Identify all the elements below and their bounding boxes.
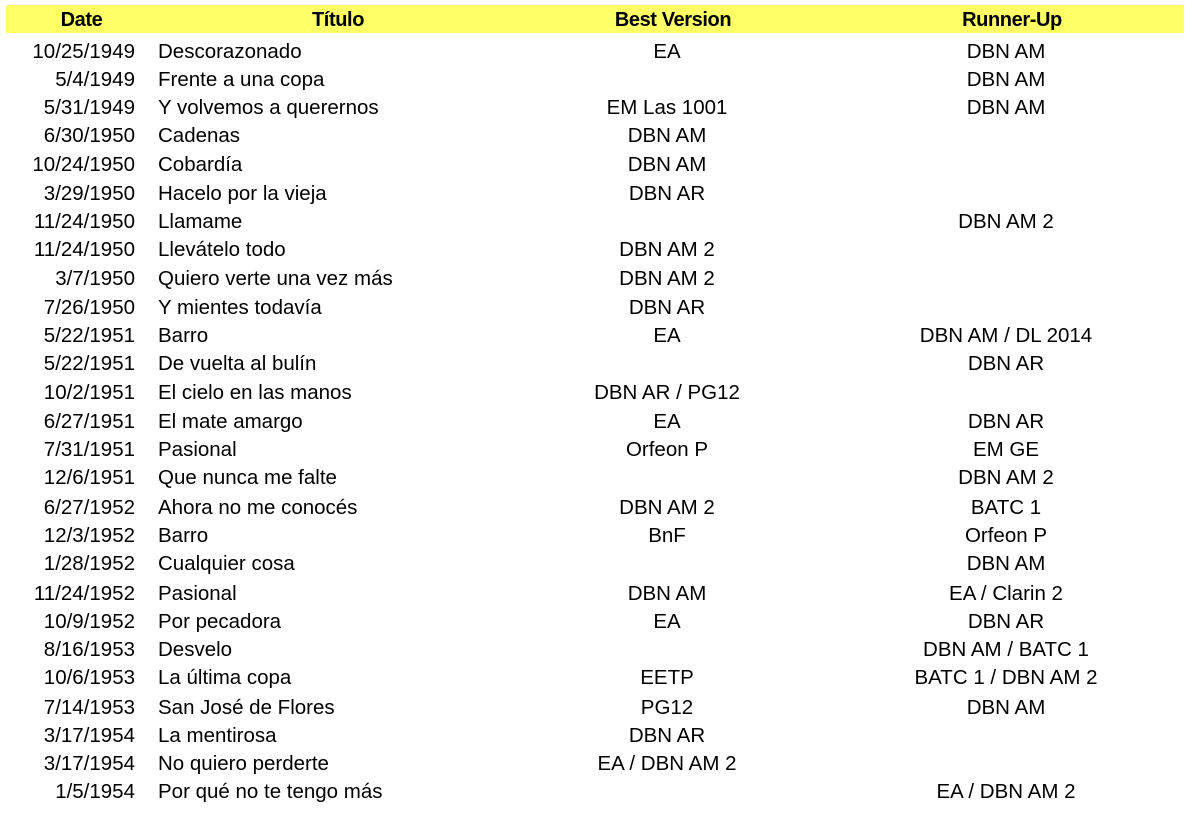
table-row [0,350,1190,378]
cell-title[interactable]: Pasional [158,582,237,605]
cell-date[interactable]: 10/25/1949 [32,40,135,63]
cell-date[interactable]: 11/24/1950 [33,238,135,261]
cell-best-version[interactable]: DBN AM 2 [619,267,715,290]
cell-title[interactable]: No quiero perderte [158,752,329,775]
table-row [0,522,1190,550]
cell-title[interactable]: Quiero verte una vez más [158,267,393,290]
table-row [0,778,1190,806]
cell-date[interactable]: 7/31/1951 [43,438,135,461]
cell-title[interactable]: Hacelo por la vieja [158,182,327,205]
cell-runner-up[interactable]: Orfeon P [964,524,1048,547]
cell-date[interactable]: 6/30/1950 [43,124,135,147]
cell-title[interactable]: Y volvemos a querernos [158,96,379,119]
cell-best-version[interactable]: EA [653,610,681,633]
table-row [0,122,1190,150]
cell-runner-up[interactable]: DBN AM / BATC 1 [923,638,1089,661]
cell-runner-up[interactable]: EA / DBN AM 2 [936,780,1076,803]
cell-best-version[interactable]: EETP [640,666,694,689]
cell-best-version[interactable]: DBN AM 2 [619,496,715,519]
cell-best-version[interactable]: DBN AR [628,724,706,747]
cell-date[interactable]: 5/22/1951 [43,324,135,347]
table-row [0,550,1190,578]
table-row [0,722,1190,750]
cell-best-version[interactable]: BnF [648,524,686,547]
cell-title[interactable]: Cualquier cosa [158,552,295,575]
cell-date[interactable]: 12/6/1951 [43,466,135,489]
table-row [0,580,1190,608]
cell-runner-up[interactable]: DBN AM [966,68,1046,91]
table-row [0,180,1190,208]
cell-best-version[interactable]: EA / DBN AM 2 [597,752,737,775]
cell-best-version[interactable]: EM Las 1001 [606,96,728,119]
cell-runner-up[interactable]: DBN AM [966,696,1046,719]
cell-runner-up[interactable] [836,294,1176,322]
cell-best-version[interactable]: Orfeon P [625,438,709,461]
cell-best-version[interactable] [497,350,837,378]
cell-date[interactable]: 7/26/1950 [43,296,135,319]
cell-best-version[interactable]: DBN AM [627,153,707,176]
cell-runner-up[interactable] [836,122,1176,150]
cell-title[interactable]: Que nunca me falte [158,466,337,489]
cell-runner-up[interactable]: DBN AR [967,410,1045,433]
cell-date[interactable]: 5/22/1951 [43,352,135,375]
cell-best-version[interactable]: DBN AM 2 [619,238,715,261]
cell-runner-up[interactable]: DBN AR [967,352,1045,375]
table-row [0,464,1190,492]
table-row [0,408,1190,436]
table-row [0,236,1190,264]
cell-title[interactable]: Desvelo [158,638,233,661]
cell-runner-up[interactable] [836,722,1176,750]
table-row [0,38,1190,66]
cell-date[interactable]: 10/6/1953 [43,666,135,689]
table-row [0,294,1190,322]
cell-runner-up[interactable]: EM GE [972,438,1040,461]
cell-date[interactable]: 8/16/1953 [43,638,135,661]
table-row [0,436,1190,464]
cell-runner-up[interactable]: DBN AM [966,40,1046,63]
cell-date[interactable]: 12/3/1952 [43,524,135,547]
cell-date[interactable]: 7/14/1953 [43,696,135,719]
header-row [6,5,1184,33]
cell-title[interactable]: Por qué no te tengo más [158,780,383,803]
cell-title[interactable]: Por pecadora [158,610,282,633]
table-row [0,379,1190,407]
cell-title[interactable]: Y mientes todavía [158,296,322,319]
cell-best-version[interactable] [497,464,837,492]
cell-best-version[interactable]: DBN AR / PG12 [594,381,740,404]
header-best-version[interactable]: Best Version [614,9,732,31]
cell-title[interactable]: Barro [158,524,209,547]
cell-best-version[interactable]: EA [653,410,681,433]
cell-runner-up[interactable]: DBN AM 2 [958,210,1054,233]
cell-date[interactable]: 3/7/1950 [55,267,135,290]
cell-date[interactable]: 3/17/1954 [43,752,135,775]
cell-date[interactable]: 1/28/1952 [43,552,135,575]
cell-title[interactable]: Cobardía [158,153,243,176]
cell-date[interactable]: 5/31/1949 [43,96,135,119]
table-row [0,94,1190,122]
header-date[interactable]: Date [60,9,103,31]
cell-title[interactable]: De vuelta al bulín [158,352,317,375]
cell-best-version[interactable] [497,778,837,806]
cell-runner-up[interactable]: DBN AM / DL 2014 [919,324,1093,347]
cell-runner-up[interactable] [836,180,1176,208]
cell-date[interactable]: 11/24/1952 [33,582,135,605]
table-row [0,208,1190,236]
cell-best-version[interactable] [497,636,837,664]
cell-best-version[interactable] [497,550,837,578]
cell-title[interactable]: Ahora no me conocés [158,496,358,519]
cell-date[interactable]: 10/2/1951 [43,381,135,404]
header-title[interactable]: Título [311,9,365,31]
cell-title[interactable]: Descorazonado [158,40,302,63]
cell-runner-up[interactable]: DBN AR [967,610,1045,633]
table-row [0,494,1190,522]
cell-best-version[interactable]: PG12 [640,696,694,719]
cell-date[interactable]: 6/27/1951 [43,410,135,433]
cell-runner-up[interactable]: DBN AM [966,96,1046,119]
cell-date[interactable]: 1/5/1954 [55,780,135,803]
cell-runner-up[interactable]: DBN AM [966,552,1046,575]
cell-date[interactable]: 10/24/1950 [32,153,135,176]
table-row [0,66,1190,94]
cell-best-version[interactable] [497,66,837,94]
cell-title[interactable]: Frente a una copa [158,68,325,91]
cell-runner-up[interactable] [836,151,1176,179]
cell-runner-up[interactable] [836,750,1176,778]
cell-date[interactable]: 6/27/1952 [43,496,135,519]
cell-runner-up[interactable]: BATC 1 [970,496,1042,519]
cell-best-version[interactable]: DBN AM [627,124,707,147]
cell-runner-up[interactable]: EA / Clarin 2 [949,582,1063,605]
cell-best-version[interactable]: DBN AR [628,182,706,205]
table-row [0,636,1190,664]
cell-best-version[interactable]: DBN AM [627,582,707,605]
cell-runner-up[interactable] [836,379,1176,407]
cell-date[interactable]: 10/9/1952 [43,610,135,633]
cell-best-version[interactable]: DBN AR [628,296,706,319]
table-row [0,750,1190,778]
table-row [0,694,1190,722]
cell-title[interactable]: Cadenas [158,124,241,147]
cell-best-version[interactable]: EA [653,324,681,347]
cell-runner-up[interactable] [836,265,1176,293]
header-runner-up[interactable]: Runner-Up [962,9,1062,31]
cell-title[interactable]: Llamame [158,210,243,233]
cell-date[interactable]: 3/29/1950 [43,182,135,205]
cell-best-version[interactable]: EA [653,40,681,63]
cell-date[interactable]: 11/24/1950 [33,210,135,233]
table-row [0,608,1190,636]
cell-runner-up[interactable]: BATC 1 / DBN AM 2 [914,666,1098,689]
cell-date[interactable]: 3/17/1954 [43,724,135,747]
cell-title[interactable]: La última copa [158,666,292,689]
table-row [0,265,1190,293]
cell-date[interactable]: 5/4/1949 [55,68,135,91]
table-row [0,322,1190,350]
cell-runner-up[interactable] [836,236,1176,264]
cell-title[interactable]: El mate amargo [158,410,303,433]
cell-title[interactable]: El cielo en las manos [158,381,352,404]
cell-title[interactable]: Pasional [158,438,237,461]
cell-title[interactable]: San José de Flores [158,696,335,719]
table-row [0,151,1190,179]
cell-title[interactable]: Barro [158,324,209,347]
cell-title[interactable]: La mentirosa [158,724,277,747]
table-row [0,664,1190,692]
cell-best-version[interactable] [497,208,837,236]
cell-runner-up[interactable]: DBN AM 2 [958,466,1054,489]
cell-title[interactable]: Llevátelo todo [158,238,286,261]
